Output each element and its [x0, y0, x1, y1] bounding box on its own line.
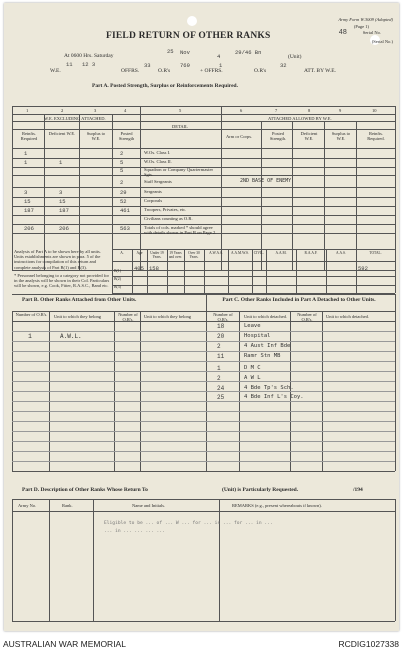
- army-form-label: Army Form W.3009 (Adapted): [338, 17, 393, 22]
- part-c-hdr-unit-1: Unit to which detached.: [244, 314, 287, 319]
- part-c-title: Part C. Other Ranks Included in Part A Detached to Other Units.: [222, 297, 376, 303]
- part-c-entry-unit: Leave: [244, 323, 261, 329]
- part-b-entry-number: 1: [28, 333, 32, 340]
- date-day: 25: [167, 48, 174, 55]
- analysis-value: 405: [134, 265, 144, 272]
- attached-allowed-label: ATTACHED ALLOWED BY W.E.: [268, 116, 332, 121]
- part-c-entry-unit: D M C: [244, 365, 261, 371]
- serial-label: (Serial No.): [371, 39, 393, 44]
- footer-left: AUSTRALIAN WAR MEMORIAL: [3, 639, 126, 649]
- part-b-entry-unit: A.W.L.: [60, 333, 82, 340]
- part-d-year: /194: [353, 487, 363, 493]
- analysis-header: 19 Years and over.: [168, 251, 183, 259]
- row-posted-value: 5: [120, 167, 124, 174]
- analysis-header: TOTAL.: [369, 251, 382, 255]
- row-deficient-value: 206: [59, 225, 69, 232]
- analysis-row-label: B(1): [114, 269, 121, 273]
- offrs-value: 33: [144, 62, 151, 69]
- row-reinf-value: 1: [24, 159, 28, 166]
- row-detail-label: Totals of cols. marked * should agree with details shown in Part B on Page 2.: [144, 225, 217, 235]
- col-num-1: 1: [26, 108, 29, 113]
- detail-label: DETAIL: [172, 124, 188, 129]
- punch-hole-left: [187, 16, 197, 26]
- row-detail-label: Troopers, Privates, etc.: [144, 207, 187, 212]
- offrs-value-2: 1: [219, 62, 223, 69]
- part-b-hdr-number-1: Number of O.R's.: [15, 312, 48, 317]
- row-deficient-value: 15: [59, 198, 66, 205]
- hdr-posted: Posted Strength: [118, 131, 135, 141]
- serial-no-value: 48: [338, 29, 347, 37]
- part-d-typed-line-1: Eligible to be ... of ... W ... for ... is ... for ... in ...: [104, 521, 273, 526]
- analysis-header: A.A.M.W.S.: [231, 251, 249, 255]
- footer-right: RCDIG1027338: [338, 639, 399, 649]
- row-posted-value: 563: [120, 225, 130, 232]
- part-c-entry-number: 2: [217, 375, 221, 382]
- part-b-hdr-unit-2: Unit to which they belong: [144, 314, 191, 319]
- part-a-title: Part A. Posted Strength, Surplus or Reinforcements Required.: [92, 83, 238, 89]
- part-c-hdr-number-1: Number of O.R's.: [213, 312, 233, 322]
- part-d-hdr-rank: Rank.: [62, 503, 73, 508]
- part-c-entry-unit: Hospital: [244, 333, 271, 339]
- date-month: Nov: [180, 49, 190, 56]
- col-num-9: 9: [339, 108, 342, 113]
- part-c-entry-number: 2: [217, 343, 221, 350]
- row-reinf-value: 15: [24, 198, 31, 205]
- we-extra: 12 3: [82, 61, 96, 68]
- serial-no-label: Serial No.: [362, 30, 381, 35]
- analysis-footnote: * Personnel belonging to a category not provided for in the analysis will be shown in their Col. Particulars will be shown, e.g. Cook, Fitter, R.A.S.C., Band etc.: [14, 273, 110, 289]
- row-deficient-value: 187: [59, 207, 69, 214]
- part-d-hdr-remarks: REMARKS (e.g., present whereabouts if known).: [232, 503, 322, 508]
- analysis-row-label: B(2): [114, 277, 121, 281]
- col-num-8: 8: [308, 108, 311, 113]
- row-detail-label: Squadron or Company Quartermaster Sgts.: [144, 167, 214, 177]
- hdr-deficient: Deficient W.E.: [48, 131, 76, 136]
- hdr-arm-corps: Arm or Corps.: [226, 134, 253, 139]
- col-num-3: 3: [94, 108, 97, 113]
- part-c-entry-number: 25: [217, 394, 225, 401]
- hdr-reinfts-right: Reinfts. Required.: [367, 131, 385, 141]
- part-c-entry-number: 18: [217, 323, 225, 330]
- ors-value-2: 32: [280, 62, 287, 69]
- part-d-hdr-name: Name and Initials.: [132, 503, 166, 508]
- col-num-4: 4: [124, 108, 127, 113]
- row-reinf-value: 206: [24, 225, 34, 232]
- row-posted-value: 2: [120, 179, 124, 186]
- analysis-header: Age: [136, 251, 143, 255]
- we-value: 11: [66, 61, 73, 68]
- row-detail-label: W.Os. Class II.: [144, 159, 172, 164]
- part-d-hdr-army-no: Army No.: [18, 503, 37, 508]
- hdr-deficient-right: Deficient W.E.: [300, 131, 318, 141]
- analysis-header: Over 30 Years.: [188, 251, 200, 259]
- ors-label: O.R's: [158, 68, 171, 74]
- row-reinf-value: 1: [24, 150, 28, 157]
- analysis-header: A.: [120, 251, 124, 255]
- hdr-posted-right: Posted Strength.: [269, 131, 287, 141]
- part-c-hdr-number-2: Number of O.R's.: [297, 312, 317, 322]
- analysis-header: Under 19 Years.: [150, 251, 164, 259]
- part-b-hdr-number-2: Number of O.R's.: [118, 312, 138, 322]
- analysis-header: A.A.S.: [336, 251, 346, 255]
- row-reinf-value: 187: [24, 207, 34, 214]
- part-c-entry-number: 1: [217, 365, 221, 372]
- part-d-typed-line-2: ... in ... ... ... ...: [104, 529, 165, 534]
- col-num-5: 5: [179, 108, 182, 113]
- part-c-entry-number: 11: [217, 353, 225, 360]
- analysis-header: CIVIL.: [253, 251, 265, 255]
- att-label: ATT. BY W.E.: [304, 68, 336, 74]
- we-label: W.E.: [50, 68, 61, 74]
- row-posted-value: 2: [120, 150, 124, 157]
- hdr-surplus-right: Surplus to W.E.: [331, 131, 351, 141]
- form-title: FIELD RETURN OF OTHER RANKS: [106, 31, 271, 41]
- we-excluding-attached-label: W.E. EXCLUDING ATTACHED.: [44, 116, 106, 121]
- row-deficient-value: 1: [59, 159, 63, 166]
- row-posted-value: 52: [120, 198, 127, 205]
- row-detail-label: Staff Sergeants: [144, 179, 172, 184]
- page-ref: (Page 1): [353, 24, 369, 29]
- part-c-hdr-unit-2: Unit to which detached.: [326, 314, 369, 319]
- row-detail-label: Sergeants: [144, 189, 162, 194]
- row-detail-label: Civilians counting as O.R.: [144, 216, 193, 221]
- at-label: At 0600 Hrs. Saturday: [64, 53, 114, 59]
- row-reinf-value: 3: [24, 189, 28, 196]
- part-c-entry-unit: 4 Bde Inf L's Coy.: [244, 394, 304, 400]
- analysis-value: 592: [358, 265, 368, 272]
- analysis-header: A.W.A.S.: [209, 251, 223, 255]
- part-c-entry-number: 24: [217, 385, 225, 392]
- col-num-6: 6: [240, 108, 243, 113]
- col-num-7: 7: [275, 108, 278, 113]
- col-num-10: 10: [372, 108, 377, 113]
- analysis-header: R.A.A.F.: [304, 251, 318, 255]
- analysis-header: A.A.M.: [275, 251, 287, 255]
- analysis-value: 158: [149, 265, 159, 272]
- part-c-entry-unit: A W L: [244, 375, 261, 381]
- ors-label-2: O.R's: [254, 68, 267, 74]
- hdr-reinfts: Reinfts. Required: [20, 131, 38, 141]
- typed-note: 2ND BASE OF ENEMY: [240, 178, 292, 184]
- part-d-title-a: Part D. Description of Other Ranks Whose Return To: [22, 487, 148, 493]
- part-d-title-b: (Unit) is Particularly Requested.: [222, 487, 299, 493]
- analysis-note: Analysis of Part A to be shown here by all units. Units establishments are shown in para. 5 of the instructions for compilation of this return and complete analysis of Part B(1) and B(3).: [14, 249, 101, 270]
- row-posted-value: 29: [120, 189, 127, 196]
- analysis-row-label: B(3): [114, 285, 121, 289]
- part-c-entry-unit: 4 Aust Inf Bde: [244, 343, 291, 349]
- part-c-entry-unit: 4 Bde Tp's Sch.: [244, 385, 294, 391]
- row-detail-label: Corporals: [144, 198, 163, 203]
- unit-label: (Unit): [288, 54, 302, 60]
- footer-bar: [0, 634, 403, 653]
- hdr-surplus: Surplus to W.E.: [86, 131, 106, 141]
- offrs-label: OFFRS.: [121, 68, 140, 74]
- part-b-hdr-unit-1: Unit to which they belong: [54, 314, 101, 319]
- part-c-entry-unit: Ramr Stn MB: [244, 353, 281, 359]
- part-c-entry-number: 20: [217, 333, 225, 340]
- row-detail-label: W.Os. Class I.: [144, 150, 171, 155]
- date-year: 4: [217, 53, 221, 60]
- unit-value: 29/46 Bn: [235, 49, 262, 56]
- row-deficient-value: 3: [59, 189, 63, 196]
- plus-offrs-label: + OFFRS.: [200, 68, 223, 74]
- ors-value: 769: [180, 62, 190, 69]
- form-sheet: [4, 3, 399, 631]
- col-num-2: 2: [61, 108, 64, 113]
- part-b-title: Part B. Other Ranks Attached from Other Units.: [22, 297, 137, 303]
- row-posted-value: 5: [120, 159, 124, 166]
- row-posted-value: 461: [120, 207, 130, 214]
